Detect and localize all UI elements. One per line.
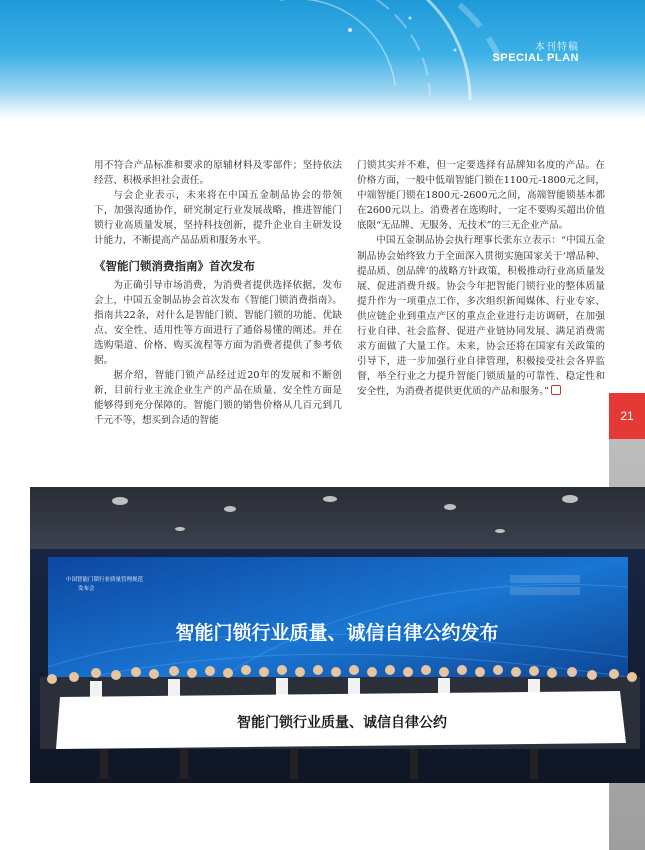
screen-logo-subtext: 发布会 [78,586,95,592]
paragraph: 门锁其实并不难，但一定要选择有品牌知名度的产品。在价格方面，一般中低端智能门锁在1100元-1800元之间，中端智能门锁在1800元-2600元之间，高端智能锁基本都在2600元以上。消费者在选购时，一定不要购买超出价值底限“无品牌、无服务、无技术”的三无企业产品。 [357,160,605,232]
ceiling [30,487,645,549]
screen-logo-text: 中国智能门锁行业质量管理规范 [66,577,144,583]
article-left-column [94,158,342,429]
section-heading: 《智能门锁消费指南》首次发布 [94,258,255,273]
paragraph: 为正确引导市场消费，为消费者提供选择依据，发布会上，中国五金制品协会首次发布《智能门锁消费指南》。指南共22条，对什么是智能门锁、智能门锁的功能、优缺点、安全性、适用性等方面进行了通俗易懂的阐述。并在选购渠道、价格、购买流程等方面为消费者提供了参考依据。 [94,279,342,367]
article-right-column [357,158,605,400]
paragraph: 与会企业表示，未来将在中国五金制品协会的带领下，加强沟通协作，研究制定行业发展战略，推进智能门锁行业高质量发展，坚持科技创新，提升企业自主研发设计能力，不断提高产品品质和服务水平。 [94,190,342,247]
section-label-cn: 本刊特稿 [535,42,579,53]
article-end-icon [551,385,561,395]
screen-sponsor-logos [510,575,580,583]
event-photo [30,487,645,783]
paragraph: 中国五金制品协会执行理事长张东立表示：“中国五金制品协会始终致力于全面深入贯彻实施国家关于‘增品种、提品质、创品牌’的战略方针政策，积极推动行业高质量发展、促进消费升级。协会今年把智能门锁行业的整体质量提升作为一项重点工作，多次组织新闻媒体、行业专家、供应链企业到重点产区的重点企业进行走访调研，在加强行业自律、社会监督、促进产业链协同发展、满足消费需求方面做了大量工作。未来，协会还将在国家有关政策的引导下，进一步加强行业自律管理，积极接受社会各界监督，举全行业之力提升智能门锁质量的可靠性、稳定性和安全性，为消费者提供更优质的产品和服务。” [357,235,605,398]
screen-title: 智能门锁行业质量、诚信自律公约发布 [175,622,499,644]
banner-text: 智能门锁行业质量、诚信自律公约 [237,715,447,731]
section-label-en: SPECIAL PLAN [492,52,579,64]
page-number: 21 [609,393,645,439]
page-header [0,0,645,118]
paragraph: 用不符合产品标准和要求的原辅材料及零部件；坚持依法经营、积极承担社会责任。 [94,160,342,187]
paragraph: 据介绍，智能门锁产品经过近20年的发展和不断创新，目前行业主流企业生产的产品在质量、安全性方面是能够得到充分保障的。智能门锁的销售价格从几百元到几千元不等，想买到合适的智能 [94,370,342,427]
